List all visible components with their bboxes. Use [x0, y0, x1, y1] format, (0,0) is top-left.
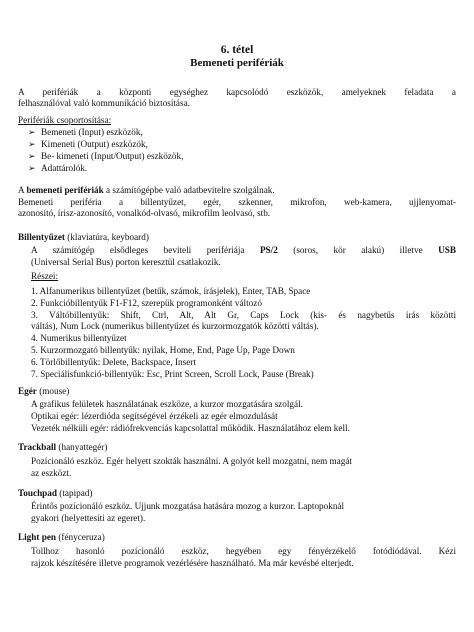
mouse-line: A grafikus felületek használatának eszköze, a kurzor mozgatására szolgál. — [31, 399, 303, 409]
arrow-bullet-icon: ➢ — [28, 163, 36, 173]
touchpad-line: gyakori (helyettesíti az egeret). — [31, 513, 146, 523]
grouping-item-text: Adattárolók. — [41, 163, 88, 173]
grouping-item-text: Bemeneti (Input) eszközök, — [41, 127, 143, 137]
trackball-heading: Trackball (hanyattegér) — [18, 442, 108, 452]
definition-line-1: A bemeneti perifériák a számítógépbe való adatbevitelre szolgálnak. — [18, 185, 275, 195]
trackball-line: Pozícionáló eszköz. Egér helyett szokták használni. A golyót kell mozgatni, nem magát — [31, 456, 352, 466]
grouping-item-text: Kimeneti (Output) eszközök, — [41, 139, 148, 149]
mouse-line: Optikai egér: lézerdióda segítségével érzékeli az egér elmozdulását — [31, 411, 278, 421]
grouping-item — [28, 127, 143, 138]
page-subtitle: Bemeneti perifériák — [190, 57, 284, 69]
mouse-line: Vezeték nélküli egér: rádiófrekvenciás kapcsolattal működik. Használatához elem kell. — [31, 423, 350, 433]
keyboard-parts-heading: Részei: — [31, 271, 59, 281]
mouse-heading: Egér (mouse) — [18, 386, 70, 396]
definition-term: bemeneti perifériák — [26, 185, 104, 195]
grouping-item — [28, 139, 148, 150]
page-title: 6. tétel — [220, 44, 254, 56]
definition-line-3: azonosító, írisz-azonosító, vonalkód-olvasó, mikrofilm leolvasó, stb. — [18, 208, 271, 218]
grouping-heading: Perifériák csoportosítása: — [18, 115, 112, 125]
keyboard-part: 4. Numerikus billentyűzet — [31, 333, 127, 343]
arrow-bullet-icon: ➢ — [28, 151, 36, 161]
keyboard-part: 6. Törlőbillentyűk: Delete, Backspace, Insert — [31, 357, 196, 367]
lightpen-line: rajzok készítésére illetve programok vezérlésére használható. Ma már kevésbé elterjedt. — [31, 558, 354, 568]
touchpad-heading: Touchpad (tapipad) — [18, 488, 93, 498]
grouping-item — [28, 163, 87, 174]
intro-line-1: A perifériák a központi egységhez kapcsolódó eszközök, amelyeknek feladata a — [18, 87, 456, 97]
grouping-item-text: Be- kimeneti (Input/Output) eszközök, — [41, 151, 184, 161]
lightpen-line: Tollhoz hasonló pozícionáló eszköz, hegyében egy fényérzékelő fotódiódával. Kézi — [31, 546, 456, 556]
keyboard-desc-line-1: A számítógép elsődleges beviteli perifériája PS/2 (soros, kör alakú) illetve USB — [31, 245, 456, 255]
keyboard-part: 1. Alfanumerikus billentyűzet (betűk, számok, írásjelek), Enter, TAB, Space — [31, 286, 311, 296]
keyboard-part: 7. Speciálisfunkció-billentyűk: Esc, Print Screen, Scroll Lock, Pause (Break) — [31, 369, 314, 379]
grouping-item — [28, 151, 183, 162]
definition-line-2: Bemeneti periféria a billentyűzet, egér, szkenner, mikrofon, web-kamera, ujjlenyomat- — [18, 197, 456, 207]
keyboard-desc-line-2: (Universal Serial Bus) porton keresztül csatlakozik. — [31, 257, 221, 267]
lightpen-heading: Light pen (fényceruza) — [18, 532, 105, 542]
keyboard-heading: Billentyűzet (klaviatúra, keyboard) — [18, 232, 149, 242]
trackball-line: az eszközt. — [31, 468, 72, 478]
arrow-bullet-icon: ➢ — [28, 127, 36, 137]
touchpad-line: Érintős pozícionáló eszköz. Ujjunk mozgatása hatására mozog a kurzor. Laptopoknál — [31, 501, 345, 511]
arrow-bullet-icon: ➢ — [28, 139, 36, 149]
keyboard-part: 3. Váltóbillentyűk: Shift, Ctrl, Alt, Alt Gr, Caps Lock (kis- és nagybetűs írás közötti — [31, 310, 456, 320]
intro-line-2: felhasználóval való kommunikáció biztosítása. — [18, 98, 190, 108]
keyboard-part: 5. Kurzormozgató billentyűk: nyilak, Home, End, Page Up, Page Down — [31, 345, 295, 355]
keyboard-part: váltás), Num Lock (numerikus billentyűzet és kurzormozgatók közötti váltás). — [31, 321, 319, 331]
keyboard-part: 2. Funkcióbillentyűk F1-F12, szerepük programonként változó — [31, 298, 262, 308]
